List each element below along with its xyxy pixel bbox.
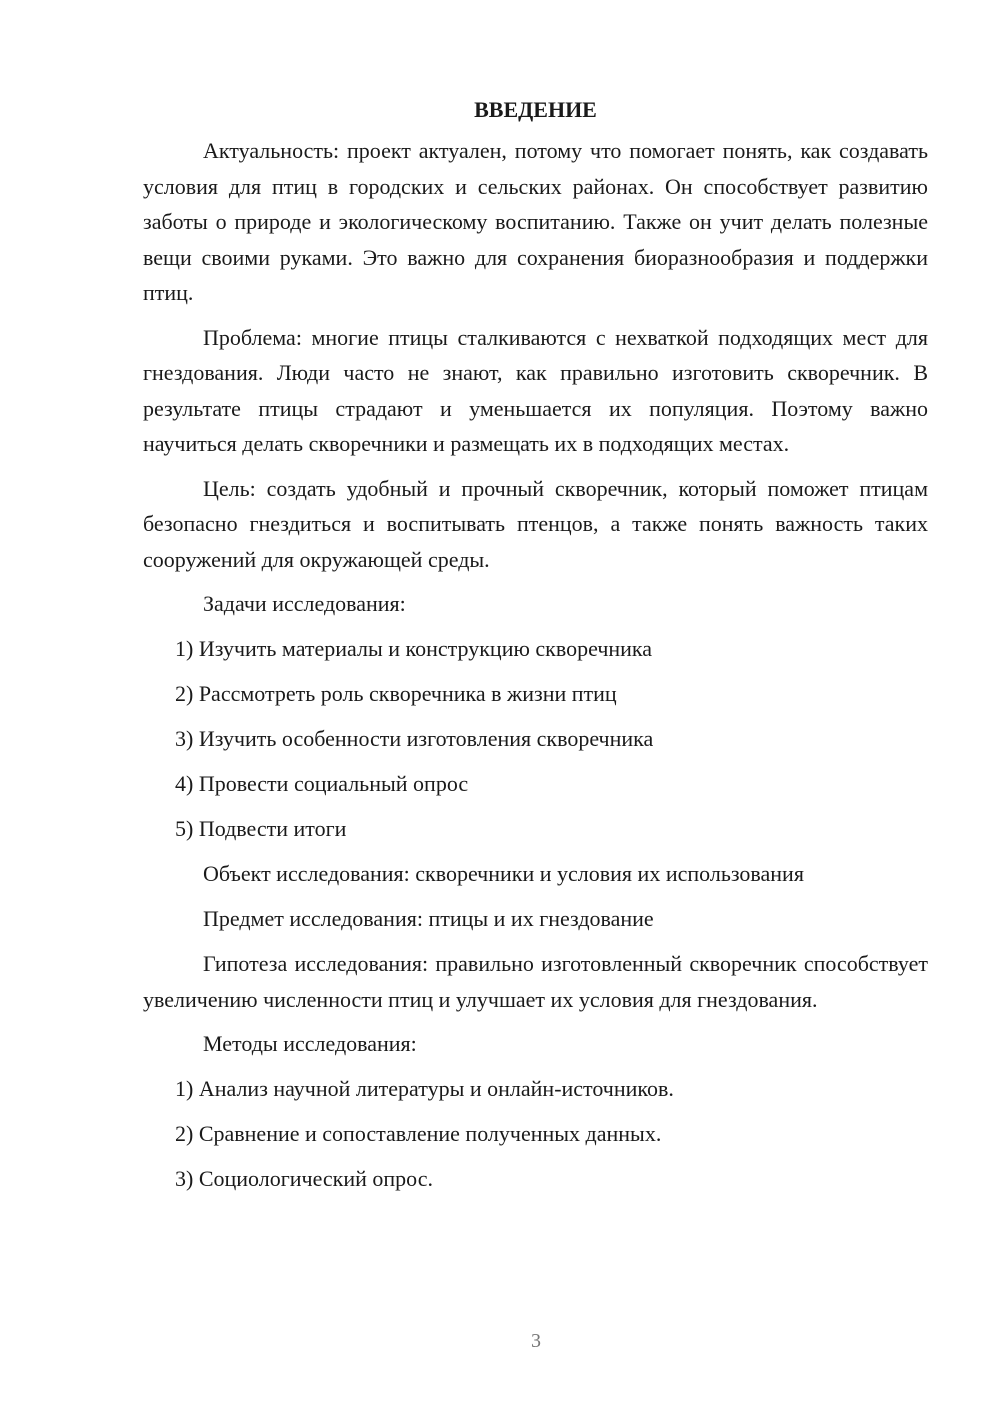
document-page xyxy=(143,92,928,1206)
method-item: 1) Анализ научной литературы и онлайн-источников. xyxy=(175,1076,674,1101)
method-item: 3) Социологический опрос. xyxy=(175,1166,433,1191)
methods-title: Методы исследования: xyxy=(203,1031,417,1056)
page-number: 3 xyxy=(531,1330,541,1352)
section-heading: ВВЕДЕНИЕ xyxy=(474,97,597,122)
method-item: 2) Сравнение и сопоставление полученных данных. xyxy=(175,1121,662,1146)
subject-line: Предмет исследования: птицы и их гнездование xyxy=(203,906,654,931)
relevance-paragraph: Актуальность: проект актуален, потому что помогает понять, как создавать условия для птиц в городских и сельских районах. Он способствует развитию заботы о природе и экологическому воспитанию. Также он учит делать полезные вещи своими руками. Это важно для сохранения биоразнообразия и поддержки птиц. xyxy=(143,138,928,305)
object-line: Объект исследования: скворечники и условия их использования xyxy=(203,861,804,886)
task-item: 1) Изучить материалы и конструкцию скворечника xyxy=(175,636,653,661)
task-item: 2) Рассмотреть роль скворечника в жизни птиц xyxy=(175,681,617,706)
task-item: 3) Изучить особенности изготовления скворечника xyxy=(175,726,654,751)
tasks-title: Задачи исследования: xyxy=(203,591,406,616)
problem-paragraph: Проблема: многие птицы сталкиваются с нехваткой подходящих мест для гнездования. Люди часто не знают, как правильно изготовить скворечник. В результате птицы страдают и уменьшается их популяция. Поэтому важно научиться делать скворечники и размещать их в подходящих местах. xyxy=(143,324,928,456)
hypothesis-paragraph: Гипотеза исследования: правильно изготовленный скворечник способствует увеличению численности птиц и улучшает их условия для гнездования. xyxy=(143,951,928,1012)
task-item: 4) Провести социальный опрос xyxy=(175,771,469,796)
goal-paragraph: Цель: создать удобный и прочный скворечник, который поможет птицам безопасно гнездиться и воспитывать птенцов, а также понять важность таких сооружений для окружающей среды. xyxy=(143,475,928,572)
task-item: 5) Подвести итоги xyxy=(175,816,347,841)
